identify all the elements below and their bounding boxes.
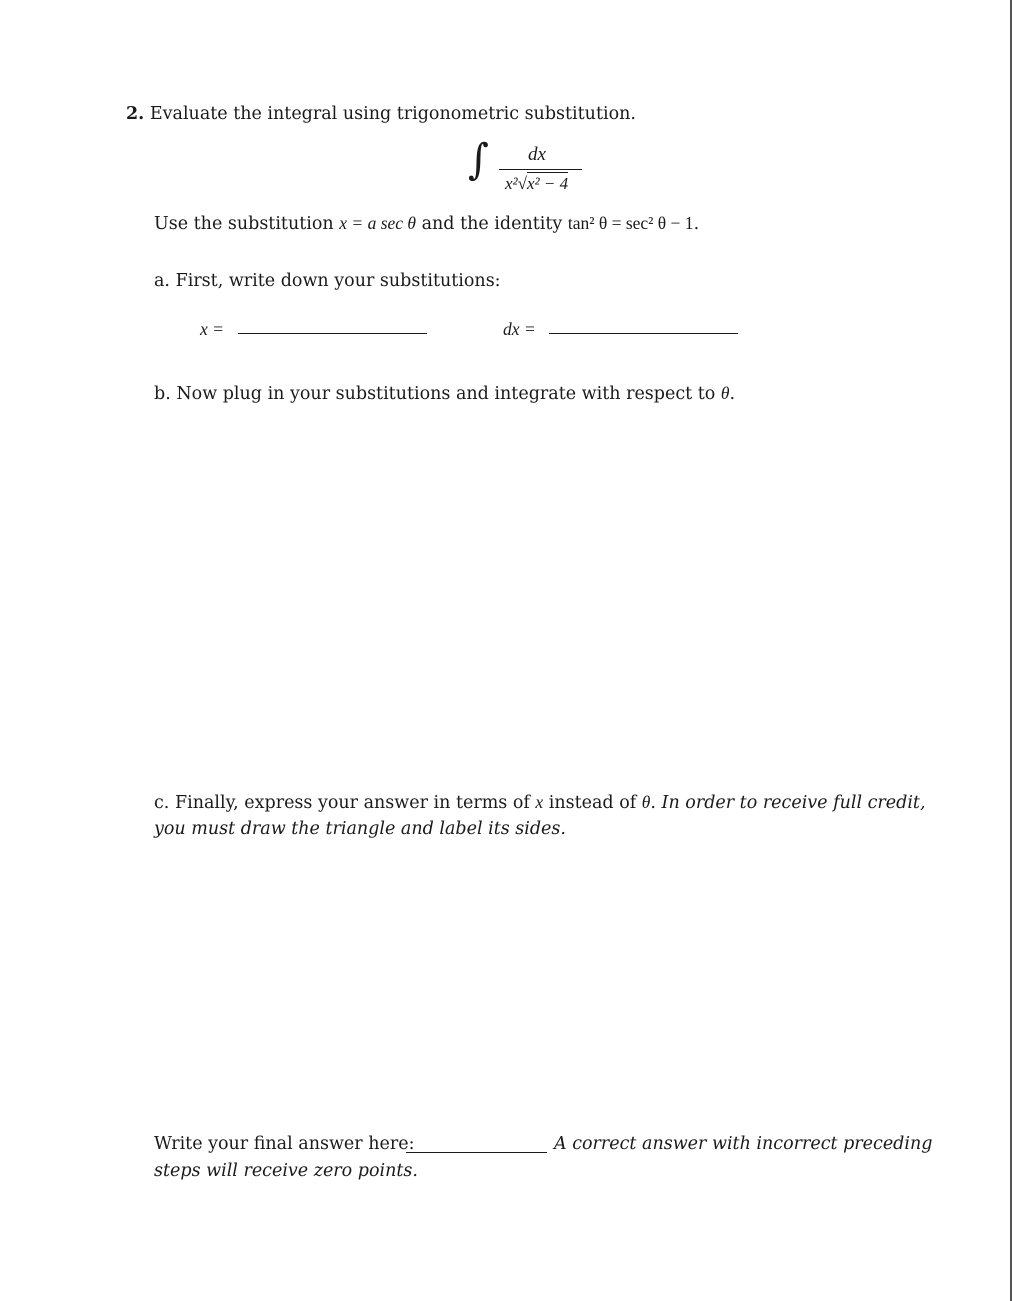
fraction-bar bbox=[499, 169, 582, 170]
integral-denominator bbox=[505, 172, 568, 194]
part-c-theta: θ bbox=[641, 792, 651, 812]
hint-text-3: . bbox=[693, 214, 700, 234]
problem-statement: Evaluate the integral using trigonometric substitution. bbox=[149, 104, 636, 124]
part-b-end: . bbox=[729, 384, 736, 404]
dx-answer-blank[interactable] bbox=[549, 333, 738, 334]
part-c-text-start: Finally, express your answer in terms of bbox=[174, 793, 536, 813]
substitution-hint bbox=[154, 213, 699, 234]
part-a-text: First, write down your substitutions: bbox=[175, 271, 501, 291]
part-c-text-mid: instead of bbox=[543, 793, 642, 813]
part-a-label: a. bbox=[154, 271, 170, 291]
radical-sign: √ bbox=[517, 174, 527, 193]
part-b-prompt bbox=[154, 383, 735, 404]
part-c-emphasis-2: you must draw the triangle and label its sides. bbox=[154, 819, 566, 839]
x-answer-label: x = bbox=[200, 319, 224, 339]
dx-answer-label: dx = bbox=[503, 319, 536, 339]
hint-text-1: Use the substitution bbox=[154, 214, 340, 234]
part-c-label: c. bbox=[154, 793, 170, 813]
part-a-prompt bbox=[154, 271, 501, 291]
part-b-label: b. bbox=[154, 384, 171, 404]
problem-header bbox=[126, 104, 636, 124]
part-c-x: x bbox=[535, 792, 544, 812]
denominator-prefix: x² bbox=[505, 174, 518, 193]
part-c-text-end: . bbox=[650, 793, 656, 813]
hint-identity: tan² θ = sec² θ − 1 bbox=[567, 213, 694, 233]
final-answer-blank[interactable] bbox=[406, 1152, 547, 1153]
part-b-theta: θ bbox=[720, 383, 730, 403]
radicand: x² − 4 bbox=[527, 174, 569, 193]
final-warning-1: A correct answer with incorrect preceding bbox=[554, 1134, 933, 1154]
x-answer-blank[interactable] bbox=[238, 333, 427, 334]
hint-text-2: and the identity bbox=[416, 214, 568, 234]
part-c-emphasis-1: In order to receive full credit, bbox=[661, 793, 926, 813]
part-c-prompt bbox=[154, 792, 926, 813]
final-warning-2: steps will receive zero points. bbox=[154, 1161, 418, 1181]
final-answer-label: Write your final answer here: bbox=[154, 1134, 415, 1154]
integral-sign: ∫ bbox=[468, 135, 489, 185]
integral-numerator: dx bbox=[528, 144, 546, 165]
part-b-text: Now plug in your substitutions and integrate with respect to bbox=[176, 384, 721, 404]
problem-number: 2. bbox=[126, 104, 145, 124]
hint-substitution: x = a sec θ bbox=[339, 213, 417, 233]
